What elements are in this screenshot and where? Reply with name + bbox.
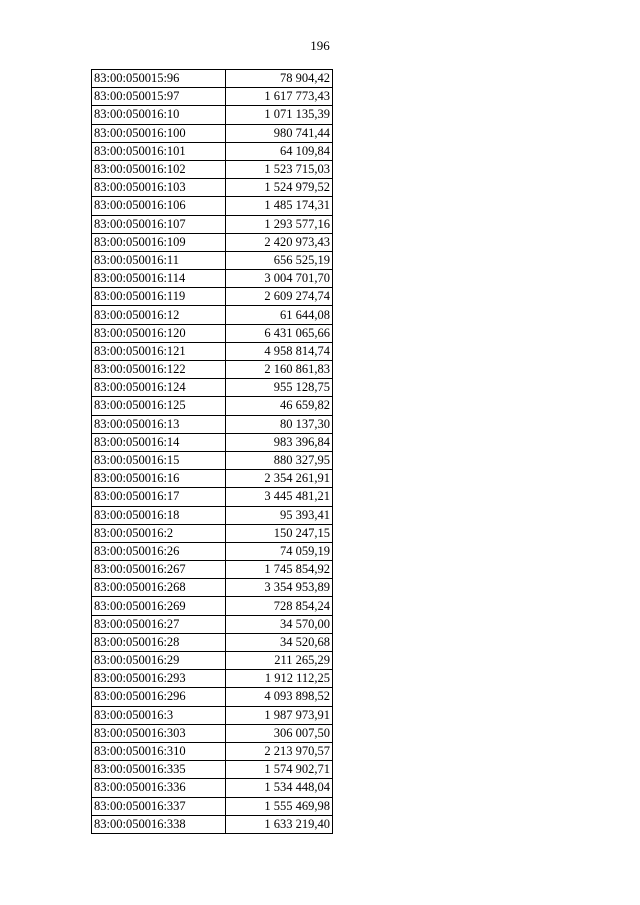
- value-cell: 1 524 979,52: [226, 179, 333, 197]
- value-cell: 3 004 701,70: [226, 270, 333, 288]
- value-cell: 1 987 973,91: [226, 706, 333, 724]
- value-cell: 1 617 773,43: [226, 88, 333, 106]
- cadastral-number-cell: 83:00:050016:296: [92, 688, 226, 706]
- cadastral-number-cell: 83:00:050016:122: [92, 361, 226, 379]
- value-cell: 1 912 112,25: [226, 670, 333, 688]
- value-cell: 2 213 970,57: [226, 742, 333, 760]
- table-row: [92, 88, 333, 106]
- table-row: [92, 342, 333, 360]
- table-row: [92, 779, 333, 797]
- table-row: [92, 106, 333, 124]
- cadastral-number-cell: 83:00:050016:303: [92, 724, 226, 742]
- cadastral-number-cell: 83:00:050015:96: [92, 70, 226, 88]
- value-cell: 2 160 861,83: [226, 361, 333, 379]
- cadastral-number-cell: 83:00:050016:29: [92, 652, 226, 670]
- value-cell: 3 354 953,89: [226, 579, 333, 597]
- value-cell: 1 745 854,92: [226, 561, 333, 579]
- table-row: [92, 797, 333, 815]
- table-row: [92, 742, 333, 760]
- cadastral-number-cell: 83:00:050016:16: [92, 470, 226, 488]
- cadastral-number-cell: 83:00:050016:17: [92, 488, 226, 506]
- value-cell: 4 958 814,74: [226, 342, 333, 360]
- cadastral-number-cell: 83:00:050016:11: [92, 251, 226, 269]
- value-cell: 1 071 135,39: [226, 106, 333, 124]
- table-row: [92, 142, 333, 160]
- table-row: [92, 415, 333, 433]
- cadastral-number-cell: 83:00:050016:13: [92, 415, 226, 433]
- table-row: [92, 561, 333, 579]
- cadastral-number-cell: 83:00:050016:106: [92, 197, 226, 215]
- cadastral-number-cell: 83:00:050016:27: [92, 615, 226, 633]
- table-row: [92, 160, 333, 178]
- value-cell: 64 109,84: [226, 142, 333, 160]
- cadastral-number-cell: 83:00:050016:18: [92, 506, 226, 524]
- value-cell: 95 393,41: [226, 506, 333, 524]
- value-cell: 6 431 065,66: [226, 324, 333, 342]
- cadastral-number-cell: 83:00:050016:335: [92, 761, 226, 779]
- table-row: [92, 397, 333, 415]
- cadastral-number-cell: 83:00:050016:293: [92, 670, 226, 688]
- table-row: [92, 179, 333, 197]
- value-cell: 34 570,00: [226, 615, 333, 633]
- cadastral-number-cell: 83:00:050016:100: [92, 124, 226, 142]
- table-row: [92, 124, 333, 142]
- value-cell: 1 633 219,40: [226, 815, 333, 833]
- cadastral-number-cell: 83:00:050016:121: [92, 342, 226, 360]
- value-cell: 1 555 469,98: [226, 797, 333, 815]
- value-cell: 1 534 448,04: [226, 779, 333, 797]
- table-row: [92, 815, 333, 833]
- table-row: [92, 542, 333, 560]
- table-row: [92, 251, 333, 269]
- value-cell: 1 293 577,16: [226, 215, 333, 233]
- table-row: [92, 524, 333, 542]
- value-cell: 150 247,15: [226, 524, 333, 542]
- value-cell: 46 659,82: [226, 397, 333, 415]
- table-row: [92, 670, 333, 688]
- cadastral-number-cell: 83:00:050016:310: [92, 742, 226, 760]
- table-row: [92, 306, 333, 324]
- cadastral-number-cell: 83:00:050016:103: [92, 179, 226, 197]
- cadastral-number-cell: 83:00:050016:3: [92, 706, 226, 724]
- table-row: [92, 615, 333, 633]
- cadastral-number-cell: 83:00:050016:267: [92, 561, 226, 579]
- table-row: [92, 706, 333, 724]
- cadastral-number-cell: 83:00:050016:336: [92, 779, 226, 797]
- cadastral-number-cell: 83:00:050016:119: [92, 288, 226, 306]
- cadastral-number-cell: 83:00:050016:124: [92, 379, 226, 397]
- cadastral-number-cell: 83:00:050016:12: [92, 306, 226, 324]
- table-row: [92, 579, 333, 597]
- value-cell: 1 523 715,03: [226, 160, 333, 178]
- cadastral-number-cell: 83:00:050016:125: [92, 397, 226, 415]
- table-body: [92, 70, 333, 834]
- value-cell: 980 741,44: [226, 124, 333, 142]
- cadastral-number-cell: 83:00:050016:26: [92, 542, 226, 560]
- table-row: [92, 652, 333, 670]
- cadastral-value-table: [91, 69, 333, 834]
- table-row: [92, 451, 333, 469]
- value-cell: 80 137,30: [226, 415, 333, 433]
- table-row: [92, 324, 333, 342]
- page-number: 196: [310, 38, 330, 53]
- value-cell: 955 128,75: [226, 379, 333, 397]
- value-cell: 880 327,95: [226, 451, 333, 469]
- table-row: [92, 215, 333, 233]
- value-cell: 34 520,68: [226, 633, 333, 651]
- table-row: [92, 724, 333, 742]
- cadastral-number-cell: 83:00:050016:114: [92, 270, 226, 288]
- table-row: [92, 470, 333, 488]
- cadastral-number-cell: 83:00:050016:10: [92, 106, 226, 124]
- cadastral-number-cell: 83:00:050015:97: [92, 88, 226, 106]
- table-row: [92, 488, 333, 506]
- table-row: [92, 379, 333, 397]
- value-cell: 4 093 898,52: [226, 688, 333, 706]
- table-row: [92, 597, 333, 615]
- table-row: [92, 688, 333, 706]
- table-row: [92, 288, 333, 306]
- table-row: [92, 506, 333, 524]
- cadastral-number-cell: 83:00:050016:102: [92, 160, 226, 178]
- value-cell: 2 354 261,91: [226, 470, 333, 488]
- cadastral-number-cell: 83:00:050016:109: [92, 233, 226, 251]
- cadastral-number-cell: 83:00:050016:269: [92, 597, 226, 615]
- value-cell: 306 007,50: [226, 724, 333, 742]
- table-row: [92, 433, 333, 451]
- table-row: [92, 361, 333, 379]
- value-cell: 3 445 481,21: [226, 488, 333, 506]
- value-cell: 1 574 902,71: [226, 761, 333, 779]
- table-row: [92, 197, 333, 215]
- value-cell: 61 644,08: [226, 306, 333, 324]
- value-cell: 1 485 174,31: [226, 197, 333, 215]
- cadastral-number-cell: 83:00:050016:101: [92, 142, 226, 160]
- cadastral-number-cell: 83:00:050016:120: [92, 324, 226, 342]
- table-row: [92, 233, 333, 251]
- table-row: [92, 761, 333, 779]
- value-cell: 2 609 274,74: [226, 288, 333, 306]
- table-row: [92, 70, 333, 88]
- cadastral-number-cell: 83:00:050016:28: [92, 633, 226, 651]
- cadastral-number-cell: 83:00:050016:14: [92, 433, 226, 451]
- table-row: [92, 270, 333, 288]
- cadastral-number-cell: 83:00:050016:338: [92, 815, 226, 833]
- cadastral-number-cell: 83:00:050016:337: [92, 797, 226, 815]
- value-cell: 728 854,24: [226, 597, 333, 615]
- cadastral-number-cell: 83:00:050016:107: [92, 215, 226, 233]
- value-cell: 78 904,42: [226, 70, 333, 88]
- value-cell: 211 265,29: [226, 652, 333, 670]
- value-cell: 983 396,84: [226, 433, 333, 451]
- cadastral-number-cell: 83:00:050016:268: [92, 579, 226, 597]
- value-cell: 74 059,19: [226, 542, 333, 560]
- table-row: [92, 633, 333, 651]
- cadastral-number-cell: 83:00:050016:2: [92, 524, 226, 542]
- value-cell: 2 420 973,43: [226, 233, 333, 251]
- cadastral-number-cell: 83:00:050016:15: [92, 451, 226, 469]
- value-cell: 656 525,19: [226, 251, 333, 269]
